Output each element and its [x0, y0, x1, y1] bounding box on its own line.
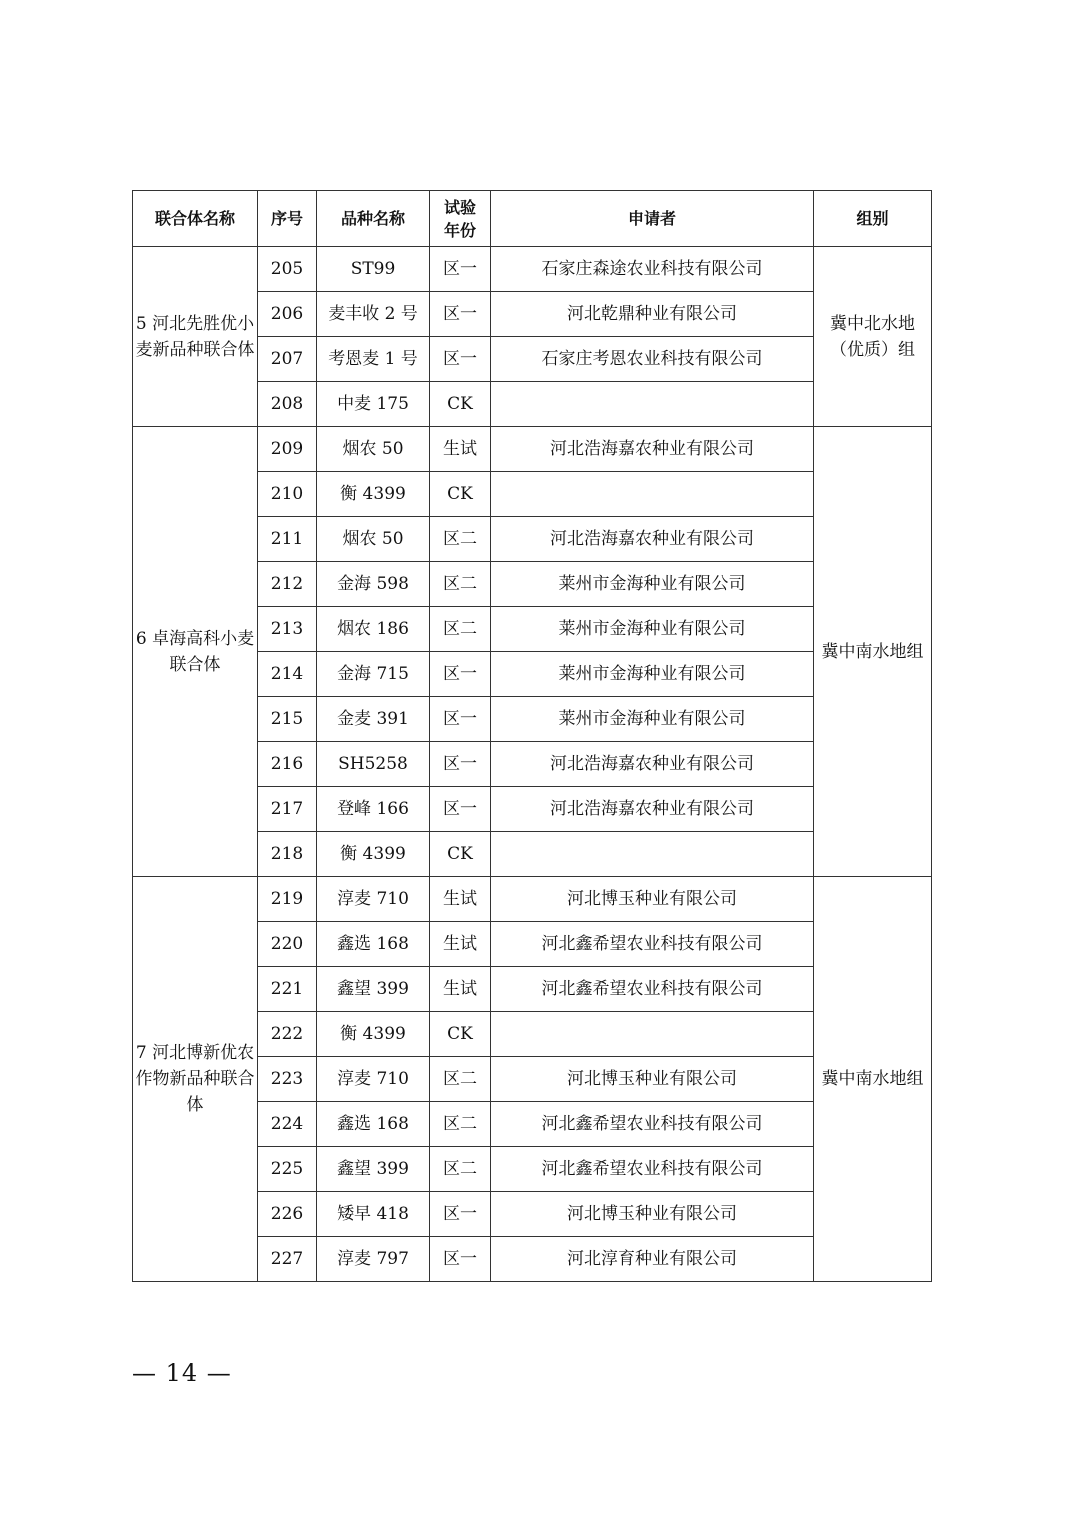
trial-year-cell: 区一 [430, 337, 491, 382]
seq-cell: 210 [258, 472, 317, 517]
seq-cell: 215 [258, 697, 317, 742]
header-seq: 序号 [258, 191, 317, 247]
applicant-cell: 莱州市金海种业有限公司 [491, 607, 814, 652]
applicant-cell: 河北浩海嘉农种业有限公司 [491, 742, 814, 787]
trial-year-cell: 区二 [430, 562, 491, 607]
seq-cell: 225 [258, 1147, 317, 1192]
applicant-cell [491, 832, 814, 877]
trial-year-cell: 生试 [430, 922, 491, 967]
variety-name-cell: 考恩麦 1 号 [317, 337, 430, 382]
header-trial-year [430, 191, 491, 247]
applicant-cell [491, 1012, 814, 1057]
seq-cell: 209 [258, 427, 317, 472]
seq-cell: 219 [258, 877, 317, 922]
trial-year-cell: 区二 [430, 607, 491, 652]
union-name-cell: 6 卓海高科小麦联合体 [133, 427, 258, 877]
applicant-cell: 河北浩海嘉农种业有限公司 [491, 427, 814, 472]
table-row [133, 247, 932, 292]
seq-cell: 205 [258, 247, 317, 292]
header-trial-year-line2: 年份 [443, 220, 476, 240]
seq-cell: 208 [258, 382, 317, 427]
variety-name-cell: 鑫望 399 [317, 967, 430, 1012]
variety-name-cell: 衡 4399 [317, 832, 430, 877]
seq-cell: 223 [258, 1057, 317, 1102]
seq-cell: 218 [258, 832, 317, 877]
variety-name-cell: SH5258 [317, 742, 430, 787]
seq-cell: 216 [258, 742, 317, 787]
applicant-cell: 河北浩海嘉农种业有限公司 [491, 787, 814, 832]
applicant-cell: 河北浩海嘉农种业有限公司 [491, 517, 814, 562]
trial-year-cell: 生试 [430, 967, 491, 1012]
trial-year-cell: CK [430, 382, 491, 427]
variety-name-cell: 麦丰收 2 号 [317, 292, 430, 337]
trial-year-cell: 区二 [430, 1147, 491, 1192]
variety-name-cell: 鑫选 168 [317, 1102, 430, 1147]
variety-name-cell: 衡 4399 [317, 1012, 430, 1057]
applicant-cell: 石家庄森途农业科技有限公司 [491, 247, 814, 292]
union-name-cell: 5 河北先胜优小麦新品种联合体 [133, 247, 258, 427]
seq-cell: 217 [258, 787, 317, 832]
seq-cell: 212 [258, 562, 317, 607]
seq-cell: 221 [258, 967, 317, 1012]
trial-year-cell: 区一 [430, 1237, 491, 1282]
variety-name-cell: 鑫选 168 [317, 922, 430, 967]
trial-year-cell: CK [430, 472, 491, 517]
variety-name-cell: ST99 [317, 247, 430, 292]
header-union-name: 联合体名称 [133, 191, 258, 247]
variety-name-cell: 金海 715 [317, 652, 430, 697]
applicant-cell: 莱州市金海种业有限公司 [491, 697, 814, 742]
trial-year-cell: 区一 [430, 292, 491, 337]
seq-cell: 227 [258, 1237, 317, 1282]
applicant-cell: 河北博玉种业有限公司 [491, 877, 814, 922]
page-number: — 14 — [132, 1359, 232, 1387]
variety-name-cell: 烟农 50 [317, 427, 430, 472]
header-trial-year-line1: 试验 [443, 197, 476, 217]
trial-year-cell: 区一 [430, 697, 491, 742]
trial-year-cell: CK [430, 1012, 491, 1057]
seq-cell: 213 [258, 607, 317, 652]
trial-year-cell: 区一 [430, 652, 491, 697]
trial-year-cell: 生试 [430, 877, 491, 922]
applicant-cell [491, 382, 814, 427]
trial-year-cell: 区一 [430, 247, 491, 292]
group-cell: 冀中南水地组 [814, 877, 932, 1282]
header-group: 组别 [814, 191, 932, 247]
variety-name-cell: 淳麦 710 [317, 1057, 430, 1102]
seq-cell: 206 [258, 292, 317, 337]
table-header-row [133, 191, 932, 247]
variety-name-cell: 衡 4399 [317, 472, 430, 517]
applicant-cell: 河北鑫希望农业科技有限公司 [491, 922, 814, 967]
variety-name-cell: 淳麦 710 [317, 877, 430, 922]
variety-table [132, 190, 932, 1282]
variety-name-cell: 烟农 186 [317, 607, 430, 652]
applicant-cell: 石家庄考恩农业科技有限公司 [491, 337, 814, 382]
variety-name-cell: 中麦 175 [317, 382, 430, 427]
seq-cell: 211 [258, 517, 317, 562]
seq-cell: 220 [258, 922, 317, 967]
applicant-cell: 河北博玉种业有限公司 [491, 1057, 814, 1102]
header-variety-name: 品种名称 [317, 191, 430, 247]
applicant-cell: 河北鑫希望农业科技有限公司 [491, 967, 814, 1012]
table-body [133, 247, 932, 1282]
applicant-cell: 河北鑫希望农业科技有限公司 [491, 1147, 814, 1192]
trial-year-cell: 区二 [430, 1057, 491, 1102]
trial-year-cell: 区一 [430, 1192, 491, 1237]
applicant-cell [491, 472, 814, 517]
variety-name-cell: 登峰 166 [317, 787, 430, 832]
applicant-cell: 河北博玉种业有限公司 [491, 1192, 814, 1237]
seq-cell: 224 [258, 1102, 317, 1147]
trial-year-cell: 生试 [430, 427, 491, 472]
applicant-cell: 河北鑫希望农业科技有限公司 [491, 1102, 814, 1147]
group-cell: 冀中北水地（优质）组 [814, 247, 932, 427]
trial-year-cell: CK [430, 832, 491, 877]
variety-name-cell: 金海 598 [317, 562, 430, 607]
applicant-cell: 莱州市金海种业有限公司 [491, 562, 814, 607]
seq-cell: 226 [258, 1192, 317, 1237]
trial-year-cell: 区二 [430, 1102, 491, 1147]
variety-name-cell: 烟农 50 [317, 517, 430, 562]
seq-cell: 207 [258, 337, 317, 382]
variety-name-cell: 淳麦 797 [317, 1237, 430, 1282]
applicant-cell: 河北乾鼎种业有限公司 [491, 292, 814, 337]
applicant-cell: 河北淳育种业有限公司 [491, 1237, 814, 1282]
trial-year-cell: 区二 [430, 517, 491, 562]
applicant-cell: 莱州市金海种业有限公司 [491, 652, 814, 697]
trial-year-cell: 区一 [430, 742, 491, 787]
group-cell: 冀中南水地组 [814, 427, 932, 877]
variety-name-cell: 鑫望 399 [317, 1147, 430, 1192]
variety-name-cell: 矮早 418 [317, 1192, 430, 1237]
header-applicant: 申请者 [491, 191, 814, 247]
union-name-cell: 7 河北博新优农作物新品种联合体 [133, 877, 258, 1282]
table-row [133, 427, 932, 472]
seq-cell: 214 [258, 652, 317, 697]
variety-name-cell: 金麦 391 [317, 697, 430, 742]
trial-year-cell: 区一 [430, 787, 491, 832]
table-row [133, 877, 932, 922]
seq-cell: 222 [258, 1012, 317, 1057]
